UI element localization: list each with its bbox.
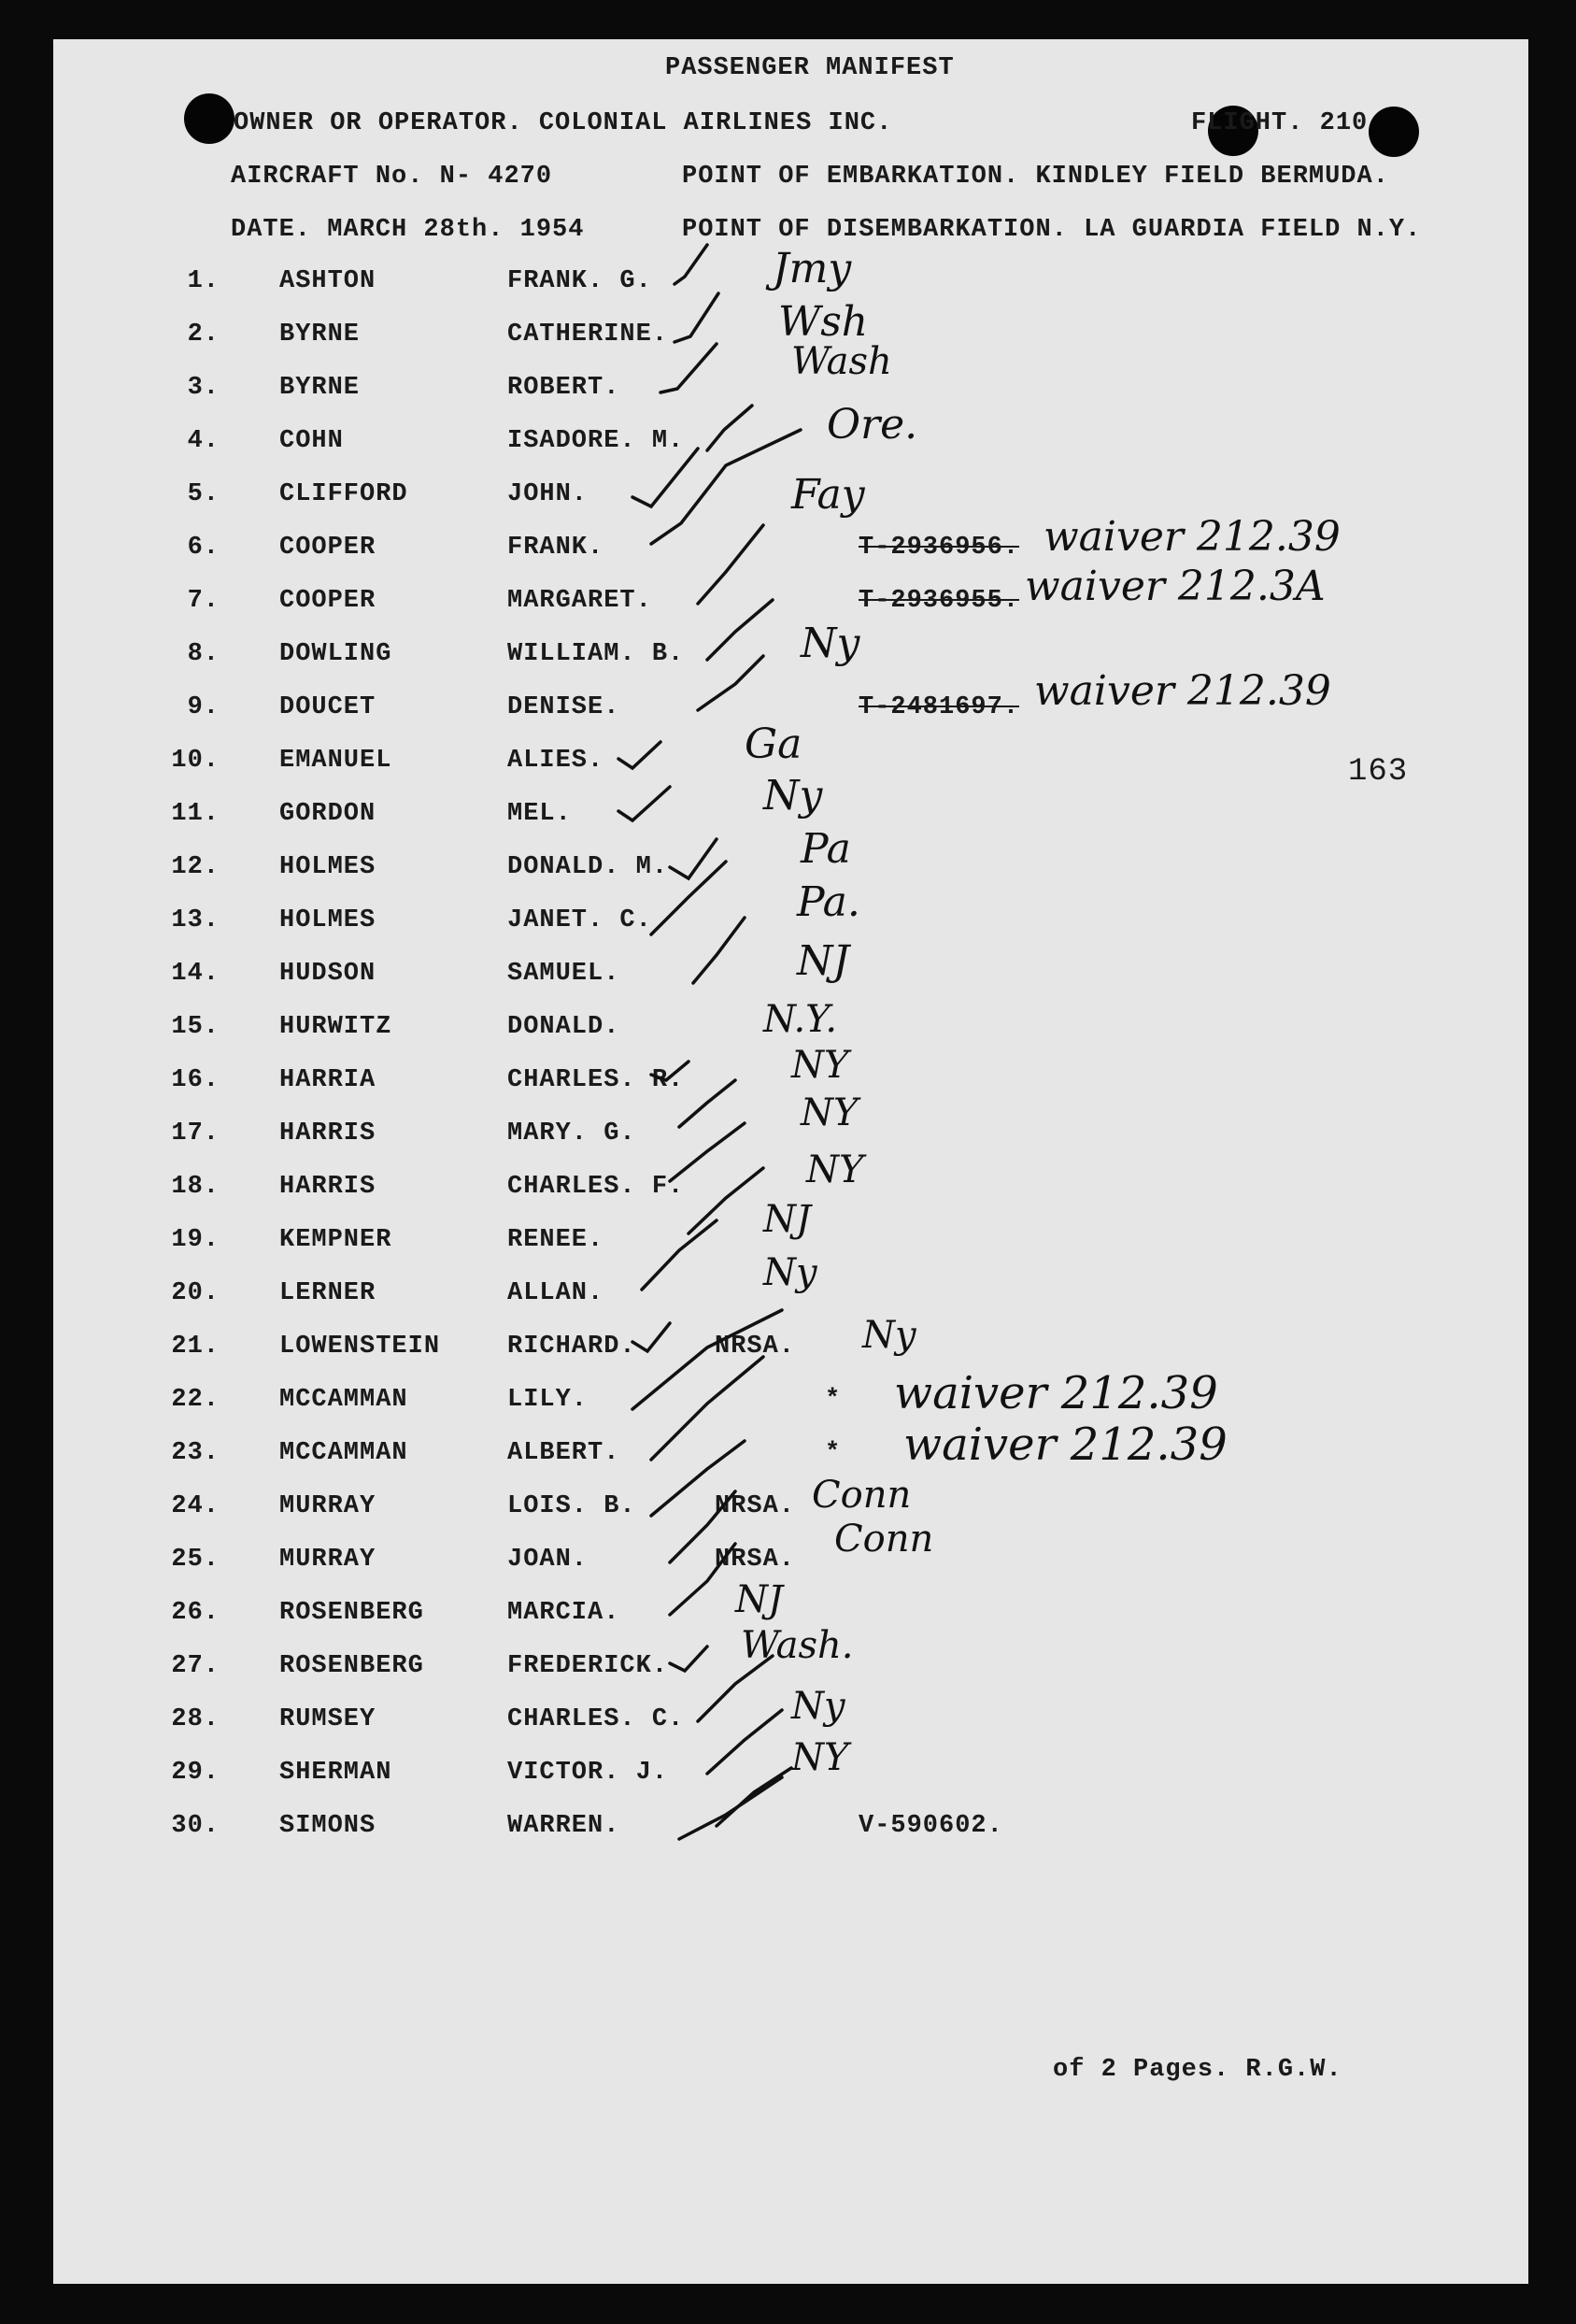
row-number: 15.: [171, 1013, 220, 1041]
last-name: HUDSON: [279, 960, 376, 988]
point-of-embarkation: POINT OF EMBARKATION. KINDLEY FIELD BERMUDA.: [682, 163, 1389, 191]
first-name: DENISE.: [507, 693, 620, 721]
page-footer: of 2 Pages. R.G.W.: [1053, 2056, 1342, 2084]
last-name: ROSENBERG: [279, 1652, 424, 1680]
first-name: CATHERINE.: [507, 321, 669, 349]
waiver-note: waiver 212.39: [903, 1419, 1228, 1471]
passenger-row: [53, 937, 1528, 997]
row-number: 29.: [171, 1759, 220, 1787]
punch-hole-right: [1369, 107, 1419, 157]
passenger-row: [53, 1474, 1528, 1530]
first-name: CHARLES. C.: [507, 1705, 685, 1733]
first-name: RENEE.: [507, 1226, 604, 1254]
destination-handwritten: NY: [801, 1091, 859, 1134]
waiver-note: waiver 212.39: [1044, 513, 1341, 561]
passenger-row: [53, 825, 1528, 891]
row-number: 12.: [171, 853, 220, 881]
last-name: MCCAMMAN: [279, 1439, 408, 1467]
passenger-row: [53, 1419, 1528, 1476]
passenger-row: [53, 1624, 1528, 1690]
first-name: CHARLES. R.: [507, 1066, 685, 1094]
row-number: 24.: [171, 1492, 220, 1520]
first-name: MARGARET.: [507, 587, 652, 615]
first-name: JOAN.: [507, 1546, 589, 1574]
first-name: FRANK.: [507, 534, 604, 562]
destination-handwritten: Ny: [763, 1251, 817, 1294]
owner-line: OWNER OR OPERATOR. COLONIAL AIRLINES INC.: [234, 109, 893, 137]
punch-hole-left: [184, 93, 234, 144]
row-number: 2.: [187, 321, 220, 349]
last-name: LOWENSTEIN: [279, 1333, 441, 1361]
destination-handwritten: Jmy: [773, 245, 852, 292]
last-name: HARRIA: [279, 1066, 376, 1094]
destination-handwritten: Ny: [791, 1685, 845, 1728]
last-name: GORDON: [279, 800, 376, 828]
row-number: 14.: [171, 960, 220, 988]
visa-number: V-590602.: [859, 1812, 1003, 1840]
row-number: 11.: [171, 800, 220, 828]
passenger-row: [53, 1251, 1528, 1317]
nrsa-marker: NRSA.: [715, 1333, 796, 1361]
nrsa-marker: NRSA.: [715, 1492, 796, 1520]
destination-handwritten: Conn: [812, 1474, 912, 1517]
last-name: LERNER: [279, 1279, 376, 1307]
destination-handwritten: Pa: [801, 825, 851, 873]
row-number: 8.: [187, 640, 220, 668]
passenger-row: [53, 1736, 1528, 1796]
last-name: COHN: [279, 427, 344, 455]
row-number: 6.: [187, 534, 220, 562]
row-number: 30.: [171, 1812, 220, 1840]
passenger-row: [53, 1044, 1528, 1104]
row-number: 27.: [171, 1652, 220, 1680]
last-name: MCCAMMAN: [279, 1386, 408, 1414]
row-number: 22.: [171, 1386, 220, 1414]
passenger-row: [53, 1091, 1528, 1157]
row-number: 28.: [171, 1705, 220, 1733]
last-name: HOLMES: [279, 853, 376, 881]
first-name: DONALD. M.: [507, 853, 669, 881]
ticket-number: T-2481697.: [859, 693, 1020, 721]
destination-handwritten: NJ: [797, 937, 850, 985]
destination-handwritten: Pa.: [797, 878, 860, 926]
asterisk-marker: *: [825, 1386, 842, 1414]
row-number: 4.: [187, 427, 220, 455]
destination-handwritten: N.Y.: [763, 998, 838, 1041]
destination-handwritten: Ny: [801, 620, 860, 667]
last-name: SIMONS: [279, 1812, 376, 1840]
asterisk-marker: *: [825, 1439, 842, 1467]
destination-handwritten: Ny: [763, 772, 823, 820]
last-name: COOPER: [279, 587, 376, 615]
destination-handwritten: NJ: [763, 1198, 812, 1241]
first-name: VICTOR. J.: [507, 1759, 669, 1787]
last-name: SHERMAN: [279, 1759, 392, 1787]
ticket-number: T-2936956.: [859, 534, 1020, 562]
passenger-row: [53, 340, 1528, 411]
passenger-row: [53, 1367, 1528, 1423]
first-name: ALIES.: [507, 747, 604, 775]
destination-handwritten: NY: [791, 1044, 849, 1087]
first-name: JANET. C.: [507, 906, 652, 934]
passenger-row: [53, 1812, 1528, 1849]
row-number: 1.: [187, 267, 220, 295]
flight-number: FLIGHT. 210: [1191, 109, 1369, 137]
last-name: HARRIS: [279, 1119, 376, 1148]
last-name: DOUCET: [279, 693, 376, 721]
manifest-page: [53, 39, 1528, 2284]
row-number: 23.: [171, 1439, 220, 1467]
last-name: BYRNE: [279, 374, 361, 402]
passenger-row: [53, 401, 1528, 464]
nrsa-marker: NRSA.: [715, 1546, 796, 1574]
last-name: HOLMES: [279, 906, 376, 934]
row-number: 26.: [171, 1599, 220, 1627]
waiver-note: waiver 212.39: [1034, 667, 1331, 715]
manifest-date: DATE. MARCH 28th. 1954: [231, 216, 585, 244]
first-name: RICHARD.: [507, 1333, 636, 1361]
last-name: MURRAY: [279, 1492, 376, 1520]
first-name: LOIS. B.: [507, 1492, 636, 1520]
page-stamp-number: 163: [1348, 754, 1409, 790]
waiver-note: waiver 212.39: [894, 1367, 1218, 1419]
first-name: ALBERT.: [507, 1439, 620, 1467]
first-name: MARCIA.: [507, 1599, 620, 1627]
destination-handwritten: NJ: [735, 1578, 784, 1621]
row-number: 7.: [187, 587, 220, 615]
last-name: COOPER: [279, 534, 376, 562]
last-name: KEMPNER: [279, 1226, 392, 1254]
passenger-row: [53, 471, 1528, 519]
row-number: 25.: [171, 1546, 220, 1574]
page-title: PASSENGER MANIFEST: [665, 54, 955, 82]
first-name: WILLIAM. B.: [507, 640, 685, 668]
destination-handwritten: Wash.: [741, 1624, 854, 1667]
last-name: ASHTON: [279, 267, 376, 295]
destination-handwritten: Conn: [834, 1518, 934, 1561]
row-number: 16.: [171, 1066, 220, 1094]
first-name: FRANK. G.: [507, 267, 652, 295]
last-name: BYRNE: [279, 321, 361, 349]
passenger-row: [53, 1518, 1528, 1583]
point-of-disembarkation: POINT OF DISEMBARKATION. LA GUARDIA FIELD N.Y.: [682, 216, 1422, 244]
first-name: JOHN.: [507, 480, 589, 508]
last-name: HARRIS: [279, 1173, 376, 1201]
row-number: 17.: [171, 1119, 220, 1148]
first-name: WARREN.: [507, 1812, 620, 1840]
destination-handwritten: Ga: [745, 720, 802, 768]
destination-handwritten: Fay: [791, 471, 865, 519]
destination-handwritten: Ny: [862, 1314, 916, 1357]
waiver-note: waiver 212.3A: [1025, 563, 1326, 610]
last-name: DOWLING: [279, 640, 392, 668]
first-name: LILY.: [507, 1386, 589, 1414]
row-number: 19.: [171, 1226, 220, 1254]
passenger-row: [53, 878, 1528, 944]
first-name: MEL.: [507, 800, 572, 828]
destination-handwritten: NY: [791, 1736, 849, 1779]
first-name: DONALD.: [507, 1013, 620, 1041]
row-number: 18.: [171, 1173, 220, 1201]
row-number: 20.: [171, 1279, 220, 1307]
row-number: 5.: [187, 480, 220, 508]
first-name: CHARLES. F.: [507, 1173, 685, 1201]
row-number: 10.: [171, 747, 220, 775]
last-name: RUMSEY: [279, 1705, 376, 1733]
row-number: 3.: [187, 374, 220, 402]
row-number: 13.: [171, 906, 220, 934]
row-number: 21.: [171, 1333, 220, 1361]
first-name: ALLAN.: [507, 1279, 604, 1307]
aircraft-number: AIRCRAFT No. N- 4270: [231, 163, 553, 191]
last-name: EMANUEL: [279, 747, 392, 775]
row-number: 9.: [187, 693, 220, 721]
destination-handwritten: NY: [806, 1148, 864, 1191]
last-name: MURRAY: [279, 1546, 376, 1574]
last-name: CLIFFORD: [279, 480, 408, 508]
first-name: MARY. G.: [507, 1119, 636, 1148]
first-name: SAMUEL.: [507, 960, 620, 988]
passenger-row: [53, 1314, 1528, 1370]
passenger-row: [53, 563, 1528, 624]
first-name: ISADORE. M.: [507, 427, 685, 455]
first-name: FREDERICK.: [507, 1652, 669, 1680]
last-name: HURWITZ: [279, 1013, 392, 1041]
first-name: ROBERT.: [507, 374, 620, 402]
destination-handwritten: Wsh: [778, 298, 869, 346]
ticket-number: T-2936955.: [859, 587, 1020, 615]
destination-handwritten: Ore.: [827, 401, 918, 449]
destination-handwritten: Wash: [791, 340, 892, 383]
last-name: ROSENBERG: [279, 1599, 424, 1627]
